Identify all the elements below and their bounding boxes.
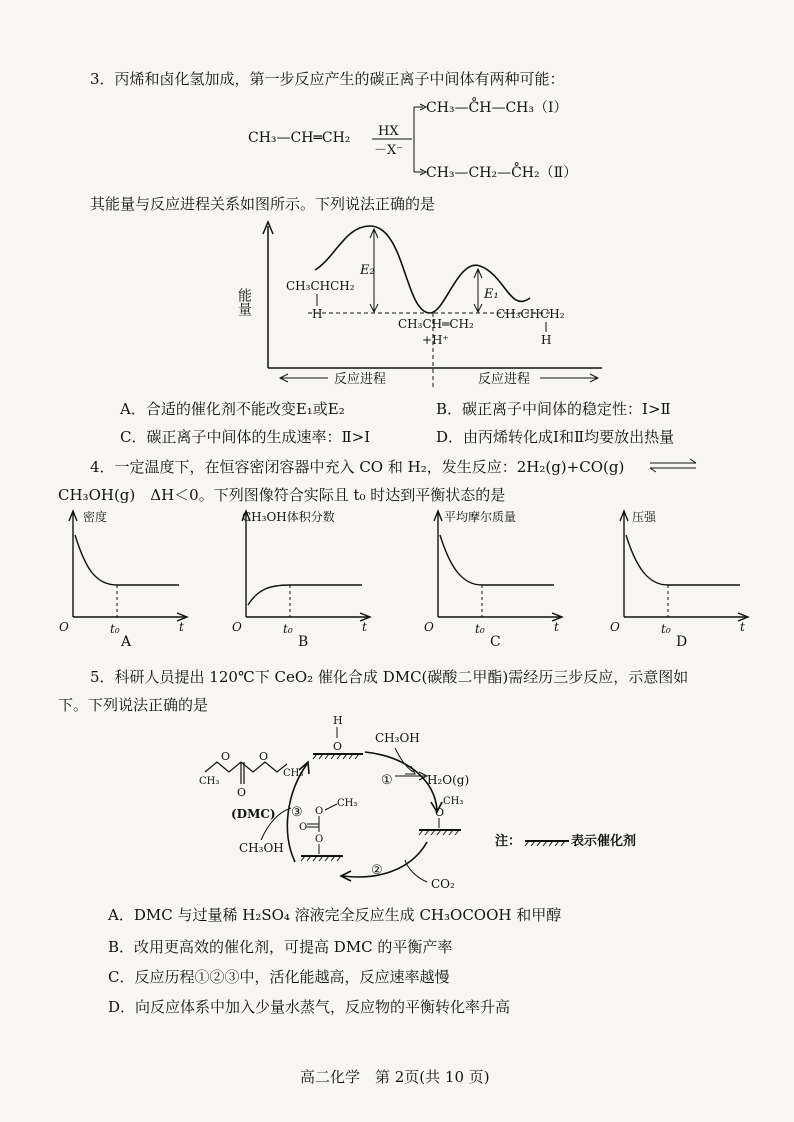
q3-reactant: CH₃—CH═CH₂ [248, 130, 351, 146]
q4-graph-b-curve [248, 585, 362, 605]
q5-stem-line-2: 下。下列说法正确的是 [58, 696, 209, 714]
step-3: ③ [291, 805, 303, 820]
q3-option-b: B．碳正离子中间体的稳定性：Ⅰ>Ⅱ [436, 400, 671, 418]
dmc-o-left: O [221, 750, 231, 763]
q4-graph-c-ylabel: 平均摩尔质量 [444, 510, 517, 524]
dmc-ch3-right: CH₃ [283, 768, 304, 779]
co2-label: CO₂ [431, 877, 455, 891]
q3-reagent-bottom: －X⁻ [374, 143, 404, 158]
cat-right-o: O [435, 806, 445, 819]
q4-graph-a-letter: A [121, 634, 132, 650]
q5-option-c: C．反应历程①②③中，活化能越高，反应速率越慢 [108, 968, 450, 986]
q5-option-b: B．改用更高效的催化剂，可提高 DMC 的平衡产率 [108, 938, 453, 956]
q4-graph-b-origin: O [232, 620, 242, 634]
q4-graph-b-letter: B [298, 634, 309, 650]
q4-graph-a-t0: t₀ [110, 622, 120, 636]
ch3oh-left: CH₃OH [239, 841, 284, 855]
q5-stem-line-1: 5．科研人员提出 120℃下 CeO₂ 催化合成 DMC(碳酸二甲酯)需经历三步反应，示意图如 [90, 668, 689, 686]
carbonate-o-bottom: O [315, 834, 324, 845]
q3-center-species: CH₃CH═CH₂ [398, 317, 474, 331]
q4-graph-c-t: t [554, 620, 559, 634]
q4-graph-c-origin: O [424, 620, 434, 634]
q4-graph-d-t: t [740, 620, 745, 634]
dmc-label: (DMC) [231, 807, 276, 821]
q4-graph-d-t0: t₀ [661, 622, 671, 636]
q4-graph-c [420, 505, 570, 650]
q5-option-d: D．向反应体系中加入少量水蒸气，反应物的平衡转化率升高 [108, 998, 511, 1016]
cat-top-h: H [333, 714, 343, 727]
q3-stem-2: 其能量与反应进程关系如图所示。下列说法正确的是 [90, 195, 436, 213]
q4-graph-d-ylabel: 压强 [632, 510, 657, 524]
carbonate-o-top: O [315, 806, 324, 817]
page-footer: 高二化学 第 2页(共 10 页) [300, 1068, 490, 1086]
q3-e2-label: E₂ [360, 263, 375, 278]
q3-option-c: C．碳正离子中间体的生成速率：Ⅱ>Ⅰ [120, 428, 371, 446]
step-2: ② [371, 863, 383, 878]
q3-ylabel: 能量 [236, 288, 252, 316]
q3-option-a: A．合适的催化剂不能改变E₁或E₂ [120, 400, 345, 418]
q4-graph-b-ylabel: CH₃OH体积分数 [242, 510, 335, 524]
q3-option-d: D．由丙烯转化成Ⅰ和Ⅱ均要放出热量 [436, 428, 675, 446]
q4-graph-a-origin: O [59, 620, 69, 634]
q4-graph-b [228, 505, 378, 650]
q5-catalysis-cycle [195, 712, 715, 900]
q3-energy-diagram [236, 218, 610, 388]
q4-graph-b-t0: t₀ [283, 622, 293, 636]
q3-xlabel-left: 反应进程 [334, 372, 387, 387]
q3-left-species: CH₃CHCH₂ [286, 279, 355, 293]
q4-graph-d-origin: O [610, 620, 620, 634]
equilibrium-arrow-icon [648, 458, 700, 474]
q4-graph-d-curve [626, 535, 740, 585]
q4-graph-a [55, 505, 195, 650]
dmc-o-bottom: O [237, 786, 247, 799]
q4-stem-line-2: CH₃OH(g) ΔH＜0。下列图像符合实际且 t₀ 时达到平衡状态的是 [58, 486, 506, 504]
q4-graph-c-t0: t₀ [475, 622, 485, 636]
q4-graph-c-letter: C [490, 634, 501, 650]
note-prefix: 注： [495, 834, 522, 849]
ch3oh-top: CH₃OH [375, 731, 420, 745]
q3-product-1: CH₃—C̊H—CH₃（Ⅰ） [426, 100, 568, 116]
q4-graph-a-ylabel: 密度 [83, 510, 108, 524]
step-1: ① [381, 773, 393, 788]
q5-option-a: A．DMC 与过量稀 H₂SO₄ 溶液完全反应生成 CH₃OCOOH 和甲醇 [108, 906, 562, 924]
dmc-o-right: O [259, 750, 269, 763]
q3-reagent-top: HX [378, 124, 399, 139]
q3-reaction-scheme [240, 92, 580, 184]
q3-xlabel-right: 反应进程 [478, 372, 531, 387]
q3-e1-label: E₁ [484, 287, 499, 302]
q3-stem: 3．丙烯和卤化氢加成，第一步反应产生的碳正离子中间体有两种可能： [90, 70, 565, 88]
dmc-ch3-left: CH₃ [199, 776, 220, 787]
q4-graph-c-curve [440, 535, 554, 585]
q4-graph-b-t: t [362, 620, 367, 634]
note-text: 表示催化剂 [571, 834, 637, 849]
q4-graph-a-curve [75, 535, 179, 585]
q3-product-2: CH₃—CH₂—C̊H₂（Ⅱ） [426, 165, 578, 181]
q3-right-species: CH₃CHCH₂ [496, 307, 565, 321]
q4-graph-d-letter: D [676, 634, 688, 650]
q3-left-h: H [312, 307, 323, 321]
q4-graph-d [606, 505, 756, 650]
q3-right-h: H [541, 333, 552, 347]
cat-right-ch3: CH₃ [443, 796, 464, 807]
q3-center-h: +H⁺ [422, 333, 449, 347]
q4-graph-a-t: t [179, 620, 184, 634]
cat-top-o: O [333, 740, 343, 753]
carbonate-ch3: CH₃ [337, 798, 358, 809]
q4-stem-line-1: 4．一定温度下，在恒容密闭容器中充入 CO 和 H₂，发生反应：2H₂(g)+CO(g) [90, 458, 625, 476]
h2o-label: H₂O(g) [427, 773, 470, 787]
carbonate-o-side: O [299, 822, 308, 833]
